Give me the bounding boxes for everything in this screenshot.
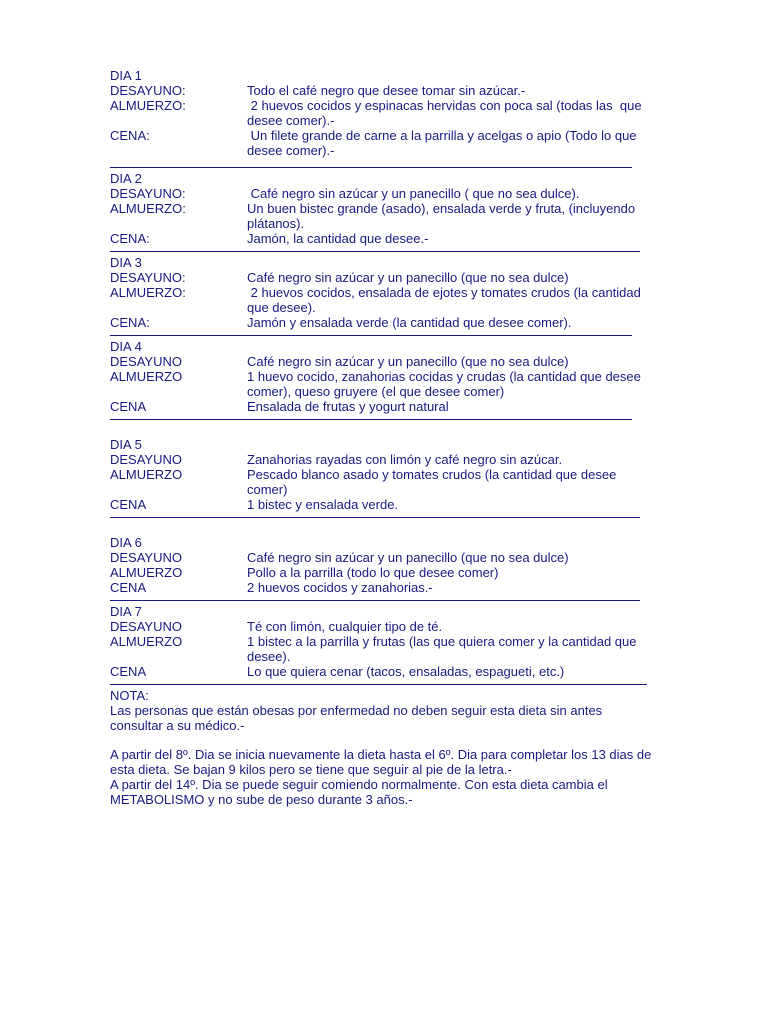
meal-label: DESAYUNO bbox=[110, 354, 182, 369]
diet-document bbox=[110, 68, 655, 807]
note-paragraph: A partir del 14º. Dia se puede seguir comiendo normalmente. Con esta dieta cambia el METABOLISMO y no sube de peso durante 3 años.- bbox=[110, 777, 608, 807]
meal-description: Té con limón, cualquier tipo de té. bbox=[247, 619, 443, 634]
day-4 bbox=[110, 339, 655, 414]
day-1 bbox=[110, 68, 655, 158]
meal-description: 1 huevo cocido, zanahorias cocidas y crudas (la cantidad que desee comer), queso gruyere (el que desee comer) bbox=[247, 369, 641, 399]
divider bbox=[110, 419, 632, 420]
meal-label: CENA: bbox=[110, 128, 150, 143]
meal-description: Jamón, la cantidad que desee.- bbox=[247, 231, 429, 246]
meal-dinner bbox=[110, 128, 655, 158]
meal-label: CENA bbox=[110, 497, 147, 512]
meal-description: Pescado blanco asado y tomates crudos (la cantidad que desee comer) bbox=[247, 467, 617, 497]
meal-description: Café negro sin azúcar y un panecillo (que no sea dulce) bbox=[247, 550, 569, 565]
meal-label: DESAYUNO bbox=[110, 550, 182, 565]
meal-label: DESAYUNO bbox=[110, 619, 182, 634]
day-title: DIA 4 bbox=[110, 339, 142, 354]
note-warning: Las personas que están obesas por enfermedad no deben seguir esta dieta sin antes consultar a su médico.- bbox=[110, 703, 603, 733]
day-5 bbox=[110, 437, 655, 512]
meal-description: Todo el café negro que desee tomar sin azúcar.- bbox=[247, 83, 526, 98]
note-section bbox=[110, 688, 655, 807]
day-title: DIA 3 bbox=[110, 255, 142, 270]
note-paragraph: A partir del 8º. Dia se inicia nuevamente la dieta hasta el 6º. Dia para completar los 13 dias de esta dieta. Se bajan 9 kilos pero se tiene que seguir al pie de la letra.- bbox=[110, 747, 652, 777]
meal-label: CENA: bbox=[110, 231, 150, 246]
meal-label: CENA bbox=[110, 399, 147, 414]
day-6 bbox=[110, 535, 655, 595]
meal-label: ALMUERZO: bbox=[110, 285, 186, 300]
meal-lunch bbox=[110, 201, 655, 231]
spacer bbox=[110, 733, 655, 747]
meal-lunch bbox=[110, 369, 655, 399]
meal-label: ALMUERZO: bbox=[110, 201, 186, 216]
meal-label: CENA: bbox=[110, 315, 150, 330]
meal-dinner bbox=[110, 580, 655, 595]
meal-lunch bbox=[110, 565, 655, 580]
meal-description: 1 bistec y ensalada verde. bbox=[247, 497, 399, 512]
meal-description: 2 huevos cocidos, ensalada de ejotes y tomates crudos (la cantidad que desee). bbox=[247, 285, 645, 315]
divider bbox=[110, 335, 632, 336]
meal-label: ALMUERZO bbox=[110, 369, 183, 384]
meal-breakfast bbox=[110, 452, 655, 467]
meal-description: 1 bistec a la parrilla y frutas (las que quiera comer y la cantidad que desee). bbox=[247, 634, 637, 664]
day-3 bbox=[110, 255, 655, 330]
meal-lunch bbox=[110, 285, 655, 315]
meal-description: Un filete grande de carne a la parrilla y acelgas o apio (Todo lo que desee comer).- bbox=[247, 128, 641, 158]
meal-description: Café negro sin azúcar y un panecillo ( que no sea dulce). bbox=[247, 186, 580, 201]
meal-description: Zanahorias rayadas con limón y café negro sin azúcar. bbox=[247, 452, 563, 467]
meal-description: Lo que quiera cenar (tacos, ensaladas, espagueti, etc.) bbox=[247, 664, 565, 679]
day-title: DIA 5 bbox=[110, 437, 142, 452]
meal-description: Pollo a la parrilla (todo lo que desee comer) bbox=[247, 565, 499, 580]
meal-breakfast bbox=[110, 354, 655, 369]
meal-label: DESAYUNO: bbox=[110, 186, 186, 201]
spacer bbox=[110, 521, 655, 535]
meal-label: ALMUERZO bbox=[110, 634, 183, 649]
divider bbox=[110, 517, 640, 518]
meal-label: DESAYUNO: bbox=[110, 270, 186, 285]
meal-dinner bbox=[110, 497, 655, 512]
meal-dinner bbox=[110, 399, 655, 414]
meal-dinner bbox=[110, 664, 655, 679]
meal-breakfast bbox=[110, 619, 655, 634]
day-title: DIA 2 bbox=[110, 171, 142, 186]
meal-dinner bbox=[110, 231, 655, 246]
meal-description: Jamón y ensalada verde (la cantidad que desee comer). bbox=[247, 315, 572, 330]
meal-dinner bbox=[110, 315, 655, 330]
meal-label: ALMUERZO: bbox=[110, 98, 186, 113]
day-2 bbox=[110, 171, 655, 246]
meal-label: ALMUERZO bbox=[110, 565, 183, 580]
meal-description: Un buen bistec grande (asado), ensalada verde y fruta, (incluyendo plátanos). bbox=[247, 201, 636, 231]
meal-description: Café negro sin azúcar y un panecillo (que no sea dulce) bbox=[247, 270, 569, 285]
day-7 bbox=[110, 604, 655, 679]
meal-label: CENA bbox=[110, 664, 147, 679]
meal-description: 2 huevos cocidos y espinacas hervidas con poca sal (todas las que desee comer).- bbox=[247, 98, 646, 128]
spacer bbox=[110, 423, 655, 437]
meal-breakfast bbox=[110, 270, 655, 285]
divider bbox=[110, 251, 640, 252]
day-title: DIA 7 bbox=[110, 604, 142, 619]
meal-description: Café negro sin azúcar y un panecillo (que no sea dulce) bbox=[247, 354, 569, 369]
meal-breakfast bbox=[110, 550, 655, 565]
note-title: NOTA: bbox=[110, 688, 149, 703]
meal-description: 2 huevos cocidos y zanahorias.- bbox=[247, 580, 433, 595]
meal-label: ALMUERZO bbox=[110, 467, 183, 482]
meal-lunch bbox=[110, 467, 655, 497]
meal-lunch bbox=[110, 634, 655, 664]
day-title: DIA 6 bbox=[110, 535, 142, 550]
meal-lunch bbox=[110, 98, 655, 128]
meal-label: DESAYUNO bbox=[110, 452, 182, 467]
day-title: DIA 1 bbox=[110, 68, 142, 83]
divider bbox=[110, 684, 647, 685]
meal-breakfast bbox=[110, 186, 655, 201]
meal-description: Ensalada de frutas y yogurt natural bbox=[247, 399, 449, 414]
divider bbox=[110, 167, 632, 168]
meal-breakfast bbox=[110, 83, 655, 98]
meal-label: DESAYUNO: bbox=[110, 83, 186, 98]
meal-label: CENA bbox=[110, 580, 147, 595]
divider bbox=[110, 600, 640, 601]
